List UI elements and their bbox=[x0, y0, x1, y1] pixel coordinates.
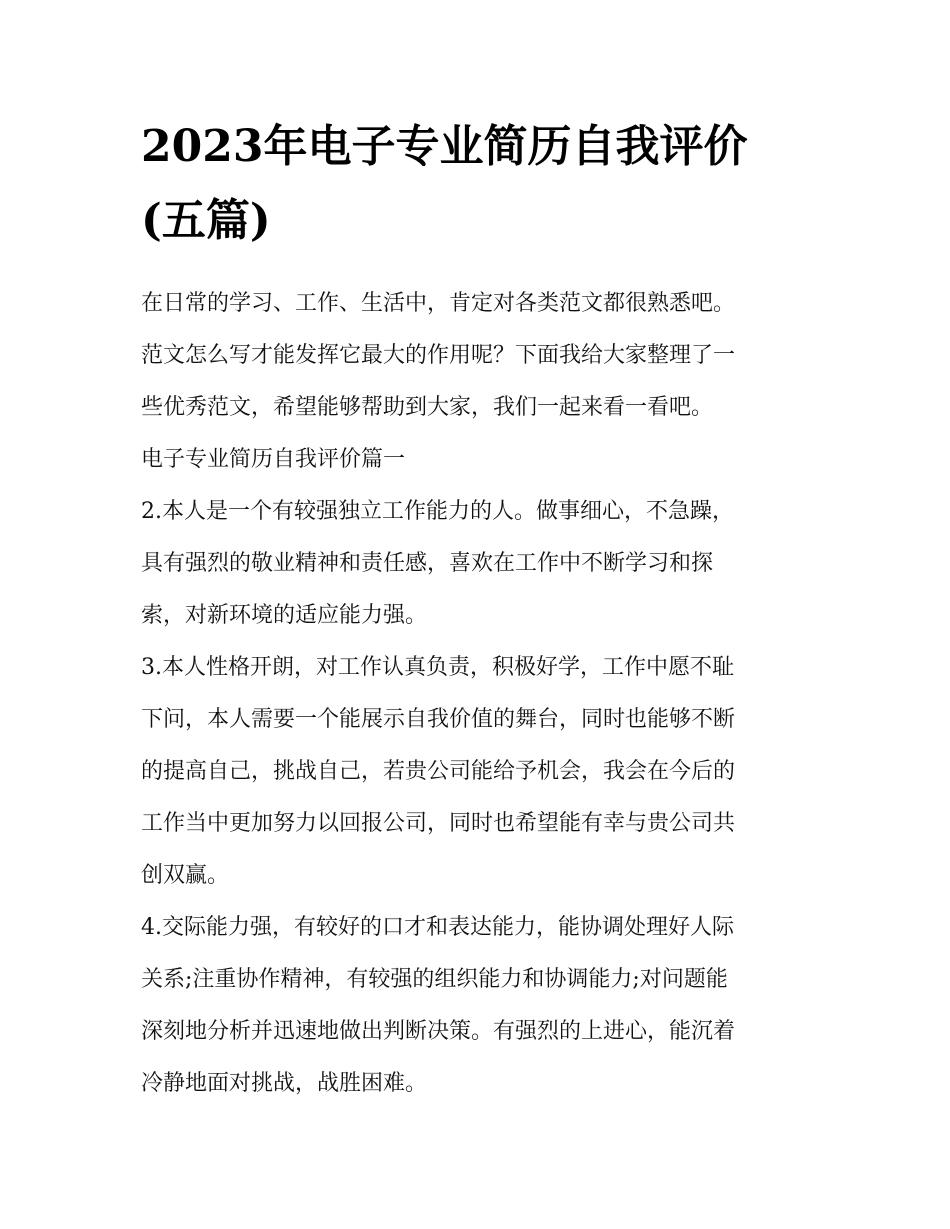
item-2-paragraph bbox=[141, 486, 816, 642]
text-line: 范文怎么写才能发挥它最大的作用呢？下面我给大家整理了一 bbox=[141, 343, 736, 368]
text-line: 下问，本人需要一个能展示自我价值的舞台，同时也能够不断 bbox=[141, 707, 736, 732]
title-line: (五篇) bbox=[141, 195, 271, 246]
text-line: 冷静地面对挑战，战胜困难。 bbox=[141, 1071, 428, 1096]
item-3-paragraph bbox=[141, 642, 816, 902]
document-content bbox=[141, 118, 816, 1110]
document-title bbox=[141, 118, 816, 250]
section-heading bbox=[141, 434, 816, 486]
text-line: 电子专业简历自我评价篇一 bbox=[141, 447, 406, 472]
text-line: 工作当中更加努力以回报公司，同时也希望能有幸与贵公司共 bbox=[141, 811, 736, 836]
text-line: 在日常的学习、工作、生活中，肯定对各类范文都很熟悉吧。 bbox=[141, 291, 736, 316]
text-line: 2.本人是一个有较强独立工作能力的人。做事细心，不急躁， bbox=[141, 499, 734, 524]
intro-paragraph bbox=[141, 278, 816, 434]
document-body bbox=[141, 278, 816, 1110]
text-line: 创双赢。 bbox=[141, 863, 230, 888]
text-line: 索，对新环境的适应能力强。 bbox=[141, 603, 428, 628]
text-line: 深刻地分析并迅速地做出判断决策。有强烈的上进心，能沉着 bbox=[141, 1019, 736, 1044]
title-line: 2023年电子专业简历自我评价 bbox=[141, 121, 748, 172]
text-line: 3.本人性格开朗，对工作认真负责，积极好学，工作中愿不耻 bbox=[141, 655, 734, 680]
text-line: 的提高自己，挑战自己，若贵公司能给予机会，我会在今后的 bbox=[141, 759, 736, 784]
text-line: 4.交际能力强，有较好的口才和表达能力，能协调处理好人际 bbox=[141, 915, 734, 940]
item-4-paragraph bbox=[141, 902, 816, 1110]
text-line: 关系;注重协作精神，有较强的组织能力和协调能力;对问题能 bbox=[141, 967, 728, 992]
text-line: 些优秀范文，希望能够帮助到大家，我们一起来看一看吧。 bbox=[141, 395, 714, 420]
text-line: 具有强烈的敬业精神和责任感，喜欢在工作中不断学习和探 bbox=[141, 551, 714, 576]
